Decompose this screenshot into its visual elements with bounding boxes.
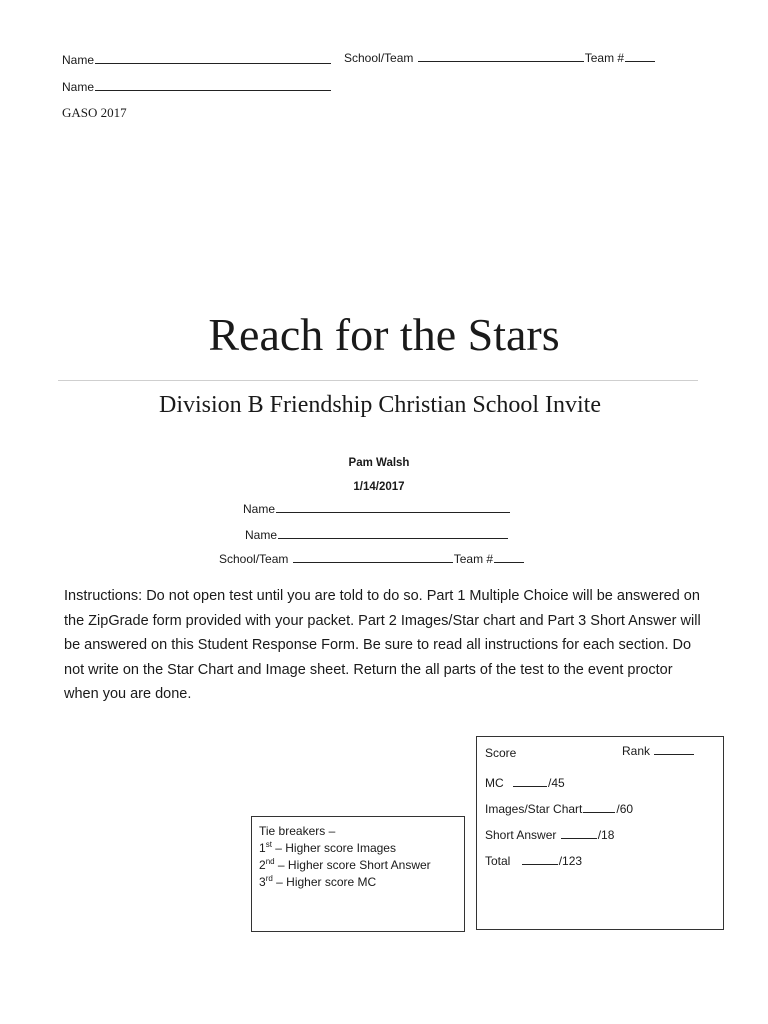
- author-name: Pam Walsh: [348, 457, 410, 469]
- page-subtitle: Division B Friendship Christian School Invite: [159, 392, 601, 418]
- score-blank-line[interactable]: [561, 837, 597, 839]
- tie-breaker-item-2: 2nd – Higher score Short Answer: [259, 857, 431, 872]
- score-row-mc: [485, 776, 565, 790]
- name-label: Name: [62, 80, 95, 94]
- rank-field: [622, 744, 695, 758]
- name-blank-line[interactable]: [95, 89, 331, 91]
- score-blank-line[interactable]: [522, 863, 558, 865]
- event-code: GASO 2017: [62, 105, 127, 120]
- test-date: 1/14/2017: [353, 481, 405, 493]
- header-school-team-field: [344, 51, 656, 65]
- student-school-team-field: [219, 552, 525, 566]
- header-name-field-1: [62, 53, 332, 67]
- header-name-field-2: [62, 80, 332, 94]
- score-row-short-answer: [485, 828, 614, 842]
- score-row-images: [485, 802, 633, 816]
- name-blank-line[interactable]: [278, 537, 508, 539]
- score-row-max: /18: [597, 828, 615, 842]
- score-blank-line[interactable]: [583, 811, 615, 813]
- name-label: Name: [62, 53, 95, 67]
- student-name-field-1: [243, 502, 511, 516]
- school-team-label: School/Team: [344, 51, 414, 65]
- tie-breaker-item-3: 3rd – Higher score MC: [259, 874, 377, 889]
- score-row-max: /123: [558, 854, 583, 868]
- school-team-blank-line[interactable]: [418, 60, 584, 62]
- name-label: Name: [243, 502, 276, 516]
- score-row-label: MC: [485, 776, 504, 790]
- team-number-label: Team #: [584, 51, 625, 65]
- instructions-paragraph: Instructions: Do not open test until you are told to do so. Part 1 Multiple Choice will be answered on the ZipGrade form provided with your packet. Part 2 Images/Star chart and Part 3 Short Answer will be answered on this Student Response Form. Be sure to read all instructions for each section. Do not write on the Star Chart and Image sheet. Return the all parts of the test to the event proctor when you are done.: [64, 588, 701, 702]
- score-blank-line[interactable]: [513, 785, 547, 787]
- score-row-label: Total: [485, 854, 511, 868]
- score-row-label: Images/Star Chart: [485, 802, 583, 816]
- score-row-max: /45: [548, 776, 565, 790]
- tie-breakers-heading: Tie breakers –: [259, 824, 336, 838]
- team-number-label: Team #: [453, 552, 494, 566]
- score-label: Score: [485, 746, 517, 760]
- school-team-blank-line[interactable]: [293, 561, 453, 563]
- rank-blank-line[interactable]: [654, 753, 694, 755]
- score-row-label: Short Answer: [485, 828, 557, 842]
- team-number-blank-line[interactable]: [625, 60, 655, 62]
- title-divider: [58, 380, 698, 381]
- score-row-total: [485, 854, 582, 868]
- tie-breaker-item-1: 1st – Higher score Images: [259, 840, 396, 855]
- score-row-max: /60: [616, 802, 634, 816]
- school-team-label: School/Team: [219, 552, 289, 566]
- team-number-blank-line[interactable]: [494, 561, 524, 563]
- page-title: Reach for the Stars: [208, 309, 560, 360]
- name-blank-line[interactable]: [276, 511, 510, 513]
- rank-label: Rank: [622, 744, 651, 758]
- student-name-field-2: [245, 528, 509, 542]
- name-blank-line[interactable]: [95, 62, 331, 64]
- name-label: Name: [245, 528, 278, 542]
